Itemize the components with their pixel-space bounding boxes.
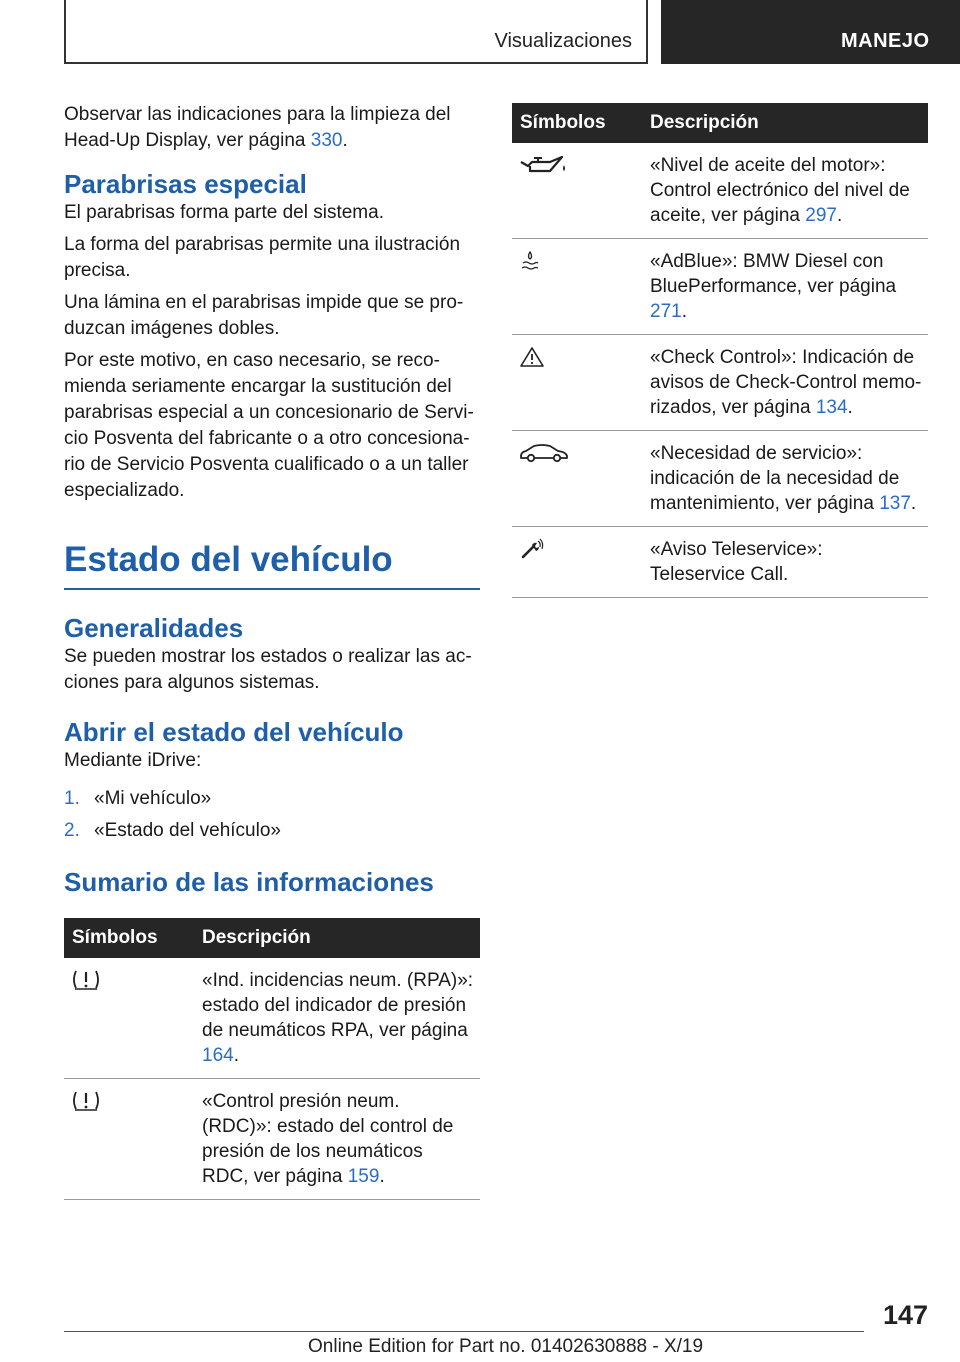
summary-heading: Sumario de las informaciones xyxy=(64,867,434,897)
page-link[interactable]: 330 xyxy=(310,130,343,151)
description-cell: «Control presión neum. (RDC)»: estado del control de presión de los neumáticos RDC, ver página 159. xyxy=(190,1079,480,1200)
header-chapter-tab xyxy=(661,0,960,64)
column-header-description: Descripción xyxy=(190,918,480,958)
header-section-tab xyxy=(64,0,648,64)
left-column xyxy=(64,102,480,1200)
list-item: 1. «Mi vehículo» xyxy=(64,788,212,809)
page-link[interactable]: 271 xyxy=(650,301,682,322)
description-cell: «Check Control»: Indicación de avisos de Check-Control memorizados, ver página 134. xyxy=(638,335,928,431)
vehicle-status-heading: Estado del vehículo xyxy=(64,540,393,579)
page-link[interactable]: 137 xyxy=(879,493,911,514)
description-cell: «Ind. incidencias neum. (RPA)»: estado del indicador de presión de neumáticos RPA, ver página 164. xyxy=(190,958,480,1079)
column-header-symbols: Símbolos xyxy=(512,103,638,143)
heading-rule xyxy=(64,588,480,590)
general-paragraph: Se pueden mostrar los estados o realizar las acciones para algunos sistemas. xyxy=(64,646,472,693)
table-row xyxy=(512,143,928,239)
tire-pressure-warning-icon xyxy=(70,968,114,994)
description-cell: «Aviso Teleservice»: Teleservice Call. xyxy=(638,527,928,598)
windshield-heading: Parabrisas especial xyxy=(64,169,307,199)
windshield-p2: La forma del parabrisas permite una ilustración precisa. xyxy=(64,234,461,281)
table-row xyxy=(64,958,480,1079)
warning-triangle-icon xyxy=(518,345,562,371)
oil-can-icon xyxy=(518,153,562,179)
chapter-title: MANEJO xyxy=(841,30,930,52)
footer-rule xyxy=(64,1331,864,1332)
table-row xyxy=(512,335,928,431)
tire-pressure-warning-icon xyxy=(70,1089,114,1115)
windshield-p1: El parabrisas forma parte del sistema. xyxy=(64,202,384,223)
open-status-paragraph: Mediante iDrive: xyxy=(64,750,202,771)
teleservice-wrench-icon xyxy=(518,537,562,563)
service-car-icon xyxy=(518,441,562,467)
right-column xyxy=(512,103,928,598)
open-status-heading: Abrir el estado del vehículo xyxy=(64,717,404,747)
table-row xyxy=(64,1079,480,1200)
general-heading: Generalidades xyxy=(64,613,244,643)
adblue-icon xyxy=(518,249,562,275)
page-link[interactable]: 159 xyxy=(347,1166,380,1187)
intro-paragraph: Observar las indicaciones para la limpieza del Head-Up Display, ver página 330. xyxy=(64,104,451,151)
steps-list xyxy=(64,786,480,844)
list-item: 2. «Estado del vehículo» xyxy=(64,820,281,841)
page-link[interactable]: 297 xyxy=(805,205,837,226)
table-row xyxy=(512,527,928,598)
page-number: 147 xyxy=(882,1300,928,1330)
edition-footer: Online Edition for Part no. 01402630888 - X/19 xyxy=(308,1336,704,1357)
windshield-p4: Por este motivo, en caso necesario, se recomienda seriamente encargar la sustitución del parabrisas especial a un concesionario de Servicio Posventa del fabricante o a otro concesionario de Servicio Posventa cualificado o a un taller especializado. xyxy=(64,350,474,501)
table-row xyxy=(512,239,928,335)
description-cell: «Necesidad de servicio»: indicación de la necesidad de mantenimiento, ver página 137. xyxy=(638,431,928,527)
description-cell: «AdBlue»: BMW Diesel con BluePerformance, ver página 271. xyxy=(638,239,928,335)
column-header-description: Descripción xyxy=(638,103,928,143)
windshield-p3: Una lámina en el parabrisas impide que se produzcan imágenes dobles. xyxy=(64,292,464,339)
column-header-symbols: Símbolos xyxy=(64,918,190,958)
symbols-table-left xyxy=(64,918,480,1200)
symbols-table-right xyxy=(512,103,928,598)
section-title: Visualizaciones xyxy=(494,30,632,52)
page-link[interactable]: 134 xyxy=(815,397,848,418)
table-row xyxy=(512,431,928,527)
page-link[interactable]: 164 xyxy=(202,1045,234,1066)
description-cell: «Nivel de aceite del motor»: Control electrónico del nivel de aceite, ver página 297. xyxy=(638,143,928,239)
